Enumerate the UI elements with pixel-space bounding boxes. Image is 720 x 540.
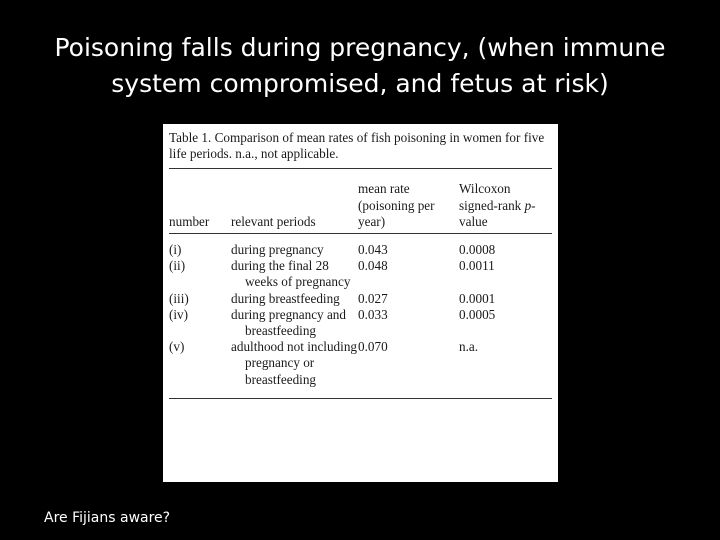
- row-rate: 0.043: [358, 242, 388, 258]
- row-period: during breastfeeding: [231, 290, 340, 306]
- row-p-value: 0.0001: [459, 290, 496, 306]
- row-period: during the final 28 weeks of pregnancy: [231, 258, 351, 290]
- row-number: (i): [169, 242, 182, 258]
- row-number: (v): [169, 339, 231, 398]
- row-period: during pregnancy and breastfeeding: [231, 306, 346, 339]
- header-periods: relevant periods: [231, 175, 358, 233]
- row-period-cell: [231, 234, 358, 259]
- table-caption-label: Table 1.: [169, 130, 212, 145]
- row-period-cell: [231, 307, 358, 339]
- header-number: number: [169, 175, 231, 233]
- table-row: [169, 291, 552, 307]
- slide-title: Poisoning falls during pregnancy, (when immune system compromised, and fetus at risk): [54, 33, 666, 98]
- table-header-row: [169, 175, 552, 233]
- row-p-value: 0.0008: [459, 242, 496, 258]
- row-number: (iii): [169, 290, 189, 306]
- footer-question: Are Fijians aware?: [44, 510, 171, 526]
- row-number: (iv): [169, 306, 189, 322]
- row-period: during pregnancy: [231, 242, 324, 258]
- header-wilcoxon: [459, 175, 552, 233]
- row-rate: 0.027: [358, 290, 388, 306]
- header-wilcoxon-prefix: Wilcoxon signed-rank: [459, 181, 525, 213]
- row-rate: 0.033: [358, 306, 388, 322]
- header-wilcoxon-p: p: [524, 197, 532, 213]
- table-row: [169, 307, 552, 339]
- row-p-value: n.a.: [459, 339, 552, 398]
- row-rate: 0.048: [358, 258, 388, 274]
- row-number: (ii): [169, 258, 186, 274]
- table-figure: [163, 124, 558, 482]
- row-period-cell: [231, 291, 358, 307]
- table-row: [169, 339, 552, 398]
- row-period-cell: [231, 258, 358, 290]
- header-rate: mean rate (poisoning per year): [358, 175, 459, 233]
- table-caption-text: Comparison of mean rates of fish poisoning in women for five life periods. n.a., not applicable.: [169, 130, 545, 162]
- table-row: [169, 258, 552, 290]
- table-caption: [169, 130, 552, 169]
- row-p-value: 0.0011: [459, 258, 495, 274]
- table-row: [169, 234, 552, 259]
- fish-poisoning-table: [169, 175, 552, 398]
- header-wilcoxon-suffix: -value: [459, 197, 536, 229]
- row-p-value: 0.0005: [459, 306, 496, 322]
- row-period-cell: [231, 339, 358, 398]
- row-period: adulthood not including pregnancy or breastfeeding: [231, 339, 358, 387]
- row-rate: 0.070: [358, 339, 459, 398]
